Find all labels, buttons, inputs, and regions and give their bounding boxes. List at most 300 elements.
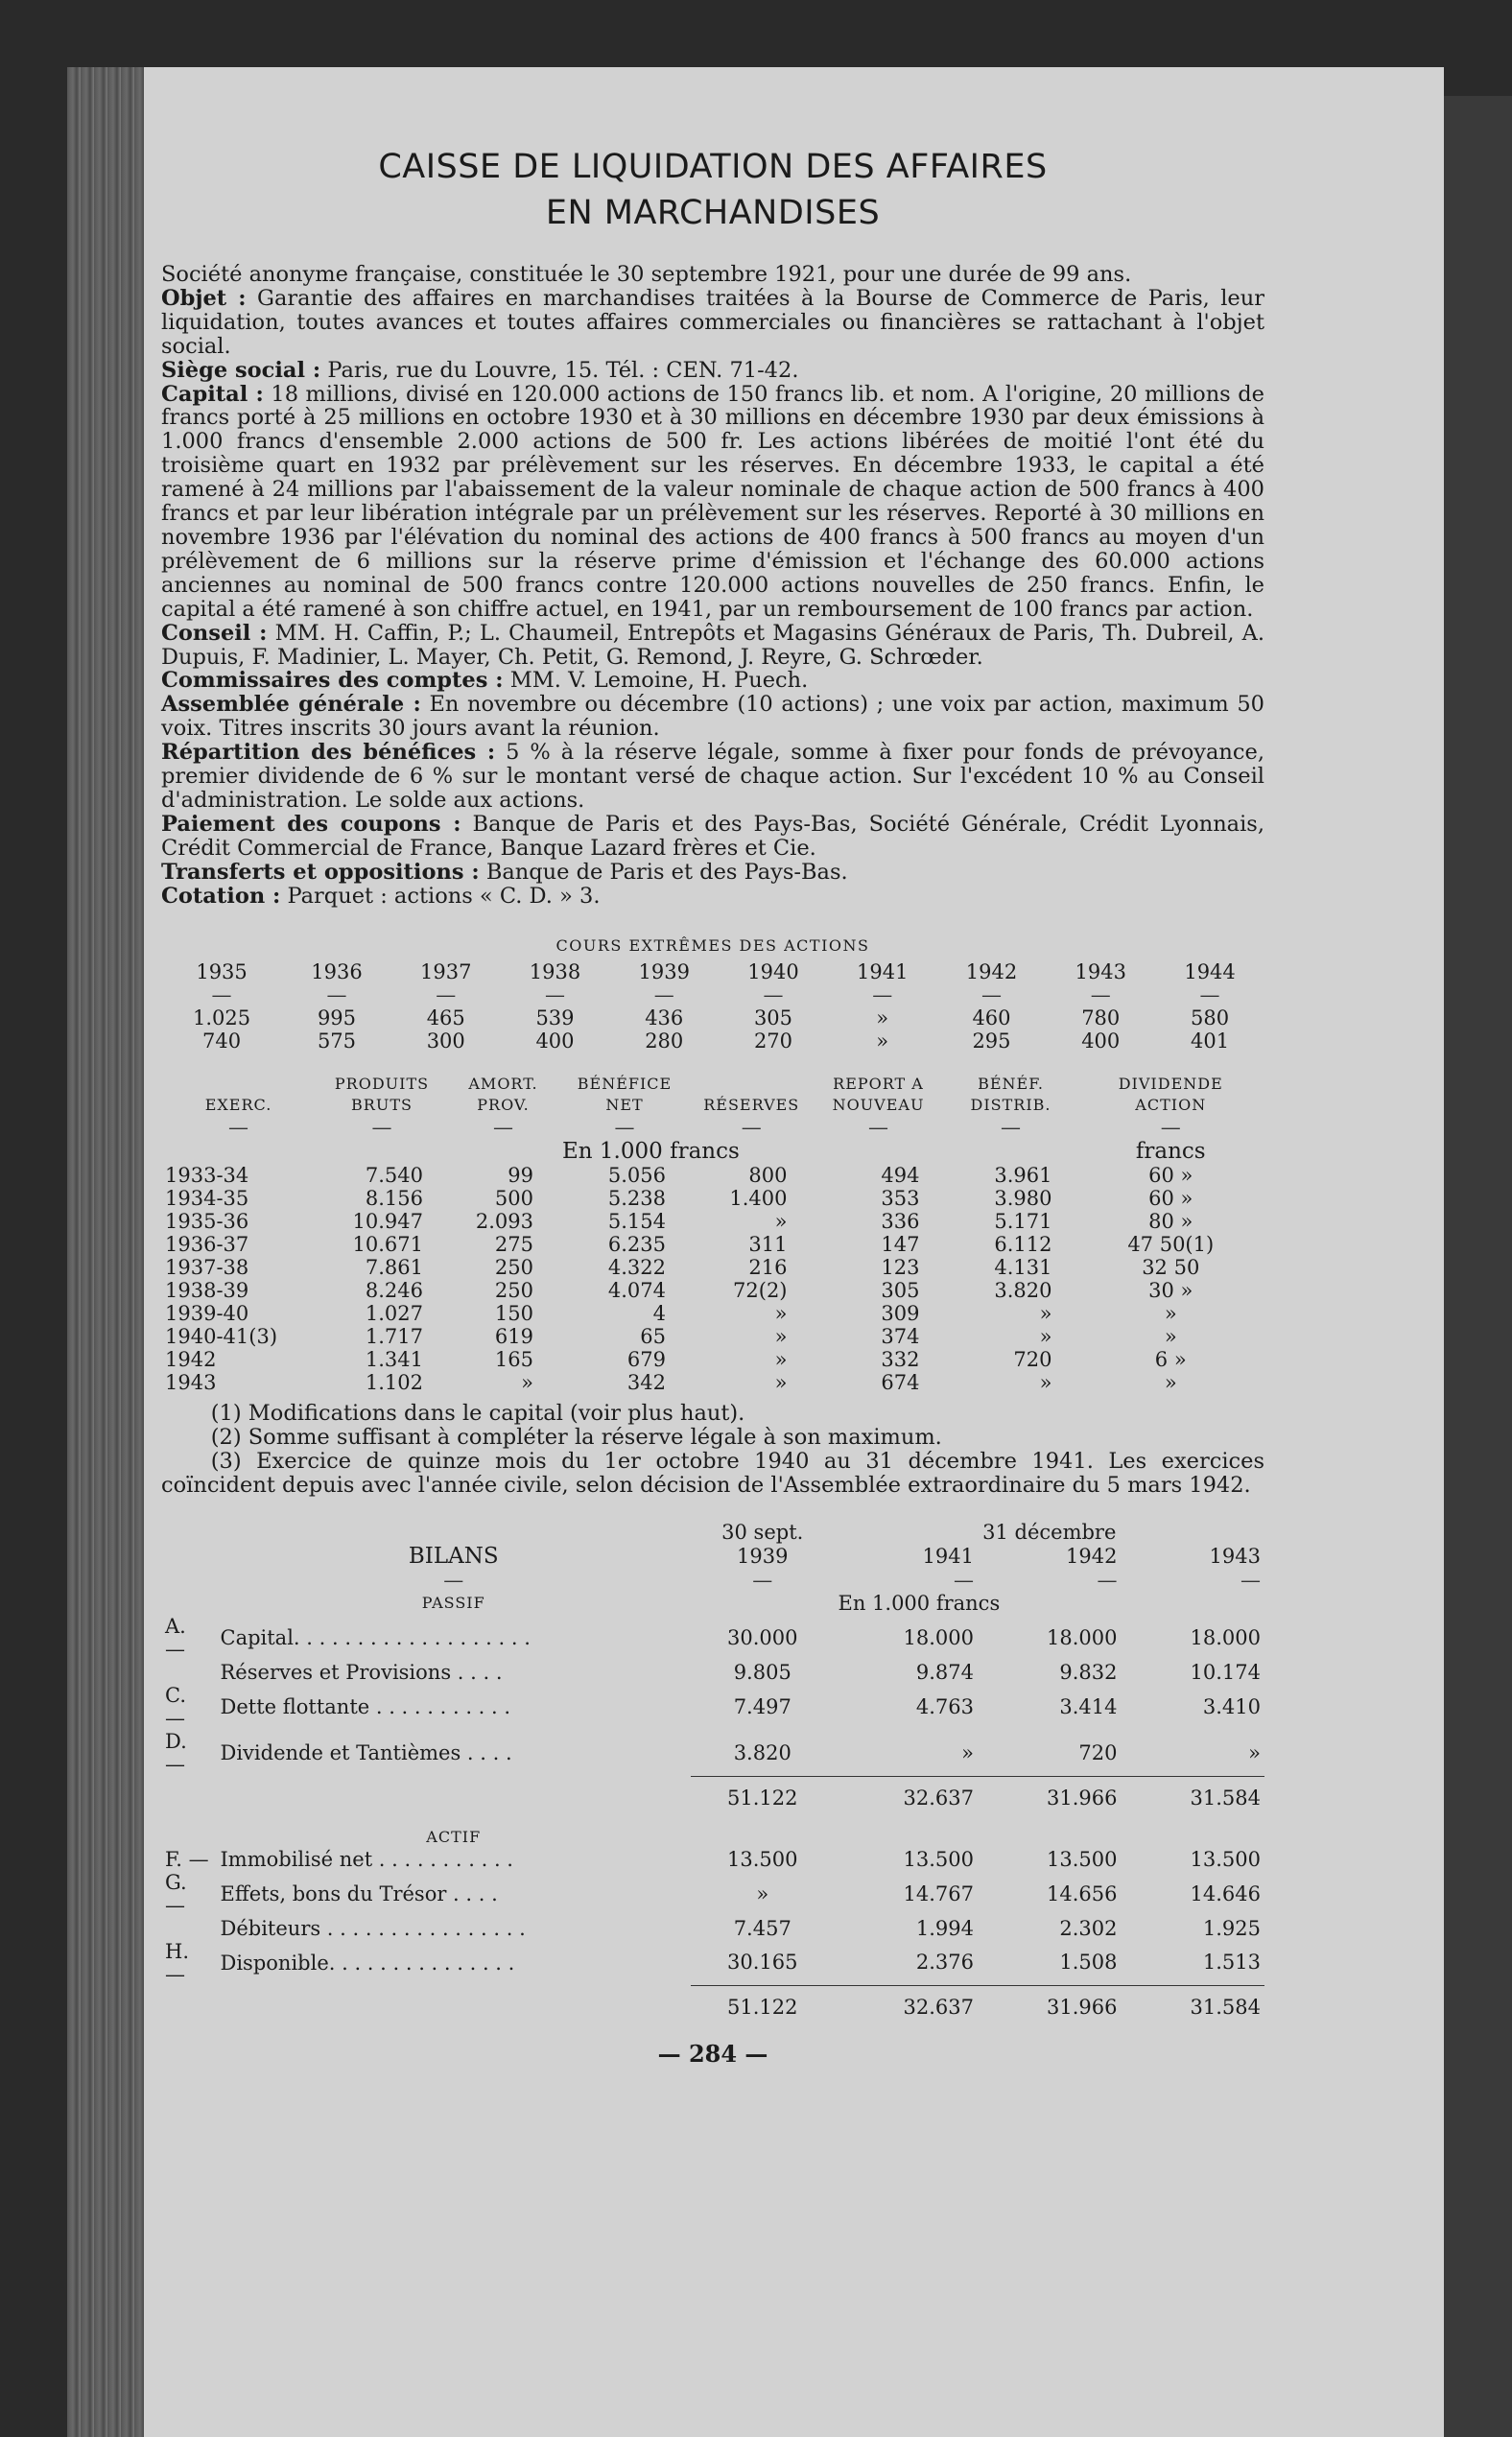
paragraph-text: 18 millions, divisé en 120.000 actions de 150 francs lib. et nom. A l'origine, 20 millions de francs porté à 25 millions en octobre 1930 et à 30 millions en décembre 1930 par deux émissions à 1.000 francs d'ensemble 2.000 actions de 500 fr. Les actions libérées de moitié l'ont été du troisième quart en 1932 par prélèvement sur les réserves. En décembre 1933, le capital a été ramené à 24 millions par l'abaissement de la valeur nominale de chaque action de 500 francs à 400 francs et par leur libération intégrale par un prélèvement sur les réserves. Reporté à 30 millions en novembre 1936 par l'élévation du nominal des actions de 400 francs à 500 francs au moyen d'un prélèvement de 6 millions sur la réserve prime d'émission et l'échange des 60.000 actions anciennes au nominal de 500 francs contre 120.000 actions nouvelles de 250 francs. Enfin, le capital a été ramené à son chiffre actuel, en 1941, par un remboursement de 100 francs par action. [161, 381, 1264, 622]
dash: — [211, 983, 232, 1007]
table-cell: 1.717 [365, 1325, 423, 1349]
table-cell: 1936-37 [165, 1233, 249, 1257]
table-cell: 1937-38 [165, 1256, 249, 1280]
table-cell: 18.000 [1190, 1626, 1261, 1650]
total-rule-row [161, 1776, 1264, 1786]
table-cell: 4.763 [915, 1695, 974, 1719]
dash: — [954, 1569, 974, 1593]
column-header: BÉNÉF. [978, 1075, 1044, 1094]
total-cell: 31.584 [1190, 1996, 1261, 2020]
total-rule [978, 1986, 1122, 1997]
total-rule [691, 1776, 835, 1786]
table-cell: 5.154 [607, 1210, 666, 1234]
paragraph-text: Banque de Paris et des Pays-Bas, Société Générale, Crédit Lyonnais, Crédit Commercial de France, Banque Lazard frères et Cie. [161, 811, 1264, 861]
unit-label: En 1.000 francs [562, 1139, 740, 1165]
table-cell: 9.874 [915, 1661, 974, 1685]
bilans-row [161, 1661, 1264, 1684]
paragraph-text: Parquet : actions « C. D. » 3. [287, 883, 601, 909]
row-label: Réserves et Provisions . . . . [220, 1661, 503, 1685]
results-dash-row [161, 1116, 1264, 1139]
paragraph [161, 287, 1264, 359]
table-cell: 13.500 [1190, 1847, 1261, 1871]
cours-cell: 1936 [311, 960, 363, 984]
table-cell: 7.540 [365, 1164, 423, 1188]
table-cell: 3.410 [1202, 1695, 1261, 1719]
bilans-row [161, 1917, 1264, 1940]
table-cell: 1.513 [1202, 1951, 1261, 1975]
table-cell: 6.235 [607, 1233, 666, 1257]
cours-high-row [161, 1006, 1264, 1029]
dash: — [544, 983, 565, 1007]
column-header: PRODUITS [334, 1075, 430, 1094]
table-row [161, 1325, 1264, 1348]
table-cell: » [1039, 1371, 1052, 1395]
date-label: 30 sept. [721, 1521, 804, 1545]
paragraph-label: Commissaires des comptes : [161, 668, 504, 694]
cours-cell: 401 [1191, 1029, 1230, 1053]
bilans-row [161, 1730, 1264, 1776]
table-cell: 18.000 [1047, 1626, 1118, 1650]
bilans-date-row [161, 1521, 1264, 1544]
year-header: 1939 [737, 1545, 789, 1569]
table-cell: 13.500 [903, 1847, 974, 1871]
dash: — [326, 983, 347, 1007]
paragraph-text: MM. H. Caffin, P.; L. Chaumeil, Entrepôts et Magasins Généraux de Paris, Th. Dubreil, A. Dupuis, F. Madinier, L. Mayer, Ch. Petit, G. Remond, J. Reyre, G. Schrœder. [161, 620, 1264, 670]
row-code [161, 1661, 217, 1684]
table-cell: 18.000 [903, 1626, 974, 1650]
total-rule [1122, 1986, 1265, 1997]
table-row [161, 1233, 1264, 1256]
year-header: 1941 [922, 1545, 974, 1569]
table-cell: 305 [881, 1279, 920, 1303]
table-cell: 150 [494, 1302, 533, 1326]
table-cell: 250 [494, 1256, 533, 1280]
table-row [161, 1279, 1264, 1302]
table-cell: 60 » [1148, 1187, 1193, 1211]
table-cell: 619 [494, 1325, 533, 1349]
table-cell: 332 [881, 1348, 920, 1372]
bilans-row [161, 1848, 1264, 1871]
dash: — [741, 1116, 762, 1140]
paragraph [161, 741, 1264, 813]
table-cell: 1.341 [365, 1348, 423, 1372]
paragraph-label: Répartition des bénéfices : [161, 740, 496, 766]
dash: — [1160, 1116, 1181, 1140]
cours-cell: 1.025 [192, 1006, 251, 1030]
table-cell: 14.646 [1190, 1881, 1261, 1905]
paragraph-text: MM. V. Lemoine, H. Puech. [509, 668, 809, 694]
table-cell: 3.820 [994, 1279, 1052, 1303]
table-cell: 4.074 [607, 1279, 666, 1303]
table-cell: 147 [881, 1233, 920, 1257]
cours-cell: 305 [753, 1006, 793, 1030]
row-label: Dette flottante . . . . . . . . . . . [220, 1695, 511, 1719]
paragraph-label: Siège social : [161, 357, 321, 383]
cours-cell: 780 [1081, 1006, 1121, 1030]
dash: — [493, 1116, 513, 1140]
passif-header-row [161, 1592, 1264, 1615]
table-cell: » [1039, 1325, 1052, 1349]
total-cell: 32.637 [903, 1996, 974, 2020]
table-cell: 60 » [1148, 1164, 1193, 1188]
table-cell: 7.457 [733, 1916, 791, 1940]
cours-low-row [161, 1029, 1264, 1053]
table-cell: 14.656 [1047, 1881, 1118, 1905]
column-header: REPORT A [833, 1075, 924, 1094]
table-cell: 1.994 [915, 1916, 974, 1940]
bilans-row [161, 1684, 1264, 1730]
dash: — [1001, 1116, 1021, 1140]
cours-cell: 1944 [1184, 960, 1236, 984]
total-rule [978, 1776, 1122, 1786]
cours-cell: 1943 [1075, 960, 1126, 984]
row-label: Capital. . . . . . . . . . . . . . . . . . . [220, 1626, 531, 1650]
cours-cell: 300 [426, 1029, 465, 1053]
row-code [161, 1917, 217, 1940]
cours-cell: 460 [972, 1006, 1011, 1030]
table-cell: » [961, 1740, 974, 1764]
dash: — [436, 983, 457, 1007]
table-cell: 8.156 [365, 1187, 423, 1211]
table-cell: 1935-36 [165, 1210, 249, 1234]
cours-cell: 436 [645, 1006, 684, 1030]
row-label: Débiteurs . . . . . . . . . . . . . . . . [220, 1916, 526, 1940]
paragraph [161, 861, 1264, 885]
paragraph [161, 693, 1264, 741]
total-cell: 51.122 [727, 1786, 798, 1810]
total-cell: 51.122 [727, 1996, 798, 2020]
dash: — [228, 1116, 248, 1140]
bilans-row [161, 1940, 1264, 1986]
footnote: (3) Exercice de quinze mois du 1er octobre 1940 au 31 décembre 1941. Les exercices coïncident depuis avec l'année civile, selon décision de l'Assemblée extraordinaire du 5 mars 1942. [161, 1449, 1264, 1499]
section-label: PASSIF [421, 1594, 485, 1613]
total-rule [835, 1986, 979, 1997]
dash: — [1097, 1569, 1118, 1593]
date-label: 31 décembre [982, 1521, 1117, 1545]
table-cell: » [774, 1371, 788, 1395]
cours-cell: 280 [645, 1029, 684, 1053]
table-row [161, 1187, 1264, 1210]
cours-cell: 465 [426, 1006, 465, 1030]
paragraph-text: Garantie des affaires en marchandises traitées à la Bourse de Commerce de Paris, leur liquidation, toutes avances et toutes affaires commerciales ou financières se rattachant à l'objet social. [161, 285, 1264, 359]
table-cell: 1939-40 [165, 1302, 249, 1326]
table-cell: 342 [626, 1371, 666, 1395]
table-cell: 6.112 [994, 1233, 1052, 1257]
dash: — [1090, 983, 1111, 1007]
column-header: EXERC. [204, 1096, 272, 1115]
table-cell: 5.171 [994, 1210, 1052, 1234]
table-cell: 3.980 [994, 1187, 1052, 1211]
paragraph-label: Assemblée générale : [161, 692, 421, 718]
total-row [161, 1996, 1264, 2019]
cours-dash-row [161, 983, 1264, 1006]
dash: — [653, 983, 674, 1007]
footnote: (2) Somme suffisant à compléter la réserve légale à son maximum. [210, 1425, 942, 1451]
paragraph-label: Conseil : [161, 620, 268, 646]
table-row [161, 1256, 1264, 1279]
table-cell: » [1164, 1325, 1177, 1349]
paragraph-label: Paiement des coupons : [161, 811, 461, 837]
total-rule [1122, 1776, 1265, 1786]
paragraph [161, 359, 1264, 383]
table-cell: 30 » [1148, 1279, 1193, 1303]
cours-cell: » [876, 1029, 889, 1053]
page-title [161, 144, 1264, 236]
results-unit-row [161, 1139, 1264, 1164]
table-row [161, 1302, 1264, 1325]
cours-cell: 539 [535, 1006, 575, 1030]
table-cell: 1938-39 [165, 1279, 249, 1303]
page-content [161, 144, 1264, 2068]
results-header-row [161, 1095, 1264, 1116]
table-cell: 13.500 [727, 1847, 798, 1871]
table-cell: 32 50 [1142, 1256, 1200, 1280]
cours-cell: 1942 [965, 960, 1018, 984]
table-cell: 5.238 [607, 1187, 666, 1211]
cours-cell: 1939 [638, 960, 690, 984]
table-cell: » [774, 1302, 788, 1326]
table-cell: 374 [881, 1325, 920, 1349]
table-cell: 7.861 [365, 1256, 423, 1280]
bilans-dash-row [161, 1569, 1264, 1592]
column-header: DISTRIB. [970, 1096, 1051, 1115]
page-edge [1444, 96, 1512, 2437]
unit-label: francs [1135, 1139, 1206, 1165]
table-cell: 9.805 [733, 1661, 791, 1685]
column-header: PROV. [477, 1096, 530, 1115]
table-cell: 720 [1078, 1740, 1118, 1764]
table-cell: 353 [881, 1187, 920, 1211]
table-cell: 1940-41(3) [165, 1325, 278, 1349]
table-cell: 1.027 [365, 1302, 423, 1326]
table-cell: 311 [748, 1233, 788, 1257]
table-cell: 9.832 [1059, 1661, 1118, 1685]
cours-cell: 270 [753, 1029, 793, 1053]
table-cell: 99 [508, 1164, 533, 1188]
row-code: G. — [165, 1870, 187, 1917]
column-header: AMORT. [468, 1075, 538, 1094]
paragraph [161, 383, 1264, 622]
cours-cell: 295 [972, 1029, 1011, 1053]
table-cell: 10.174 [1190, 1661, 1261, 1685]
column-header: DIVIDENDE [1118, 1075, 1223, 1094]
section-label: ACTIF [426, 1827, 482, 1846]
total-row [161, 1786, 1264, 1810]
table-cell: » [756, 1881, 769, 1905]
table-row [161, 1348, 1264, 1371]
results-header-row [161, 1074, 1264, 1095]
table-cell: » [774, 1325, 788, 1349]
column-header: BÉNÉFICE [577, 1075, 673, 1094]
cours-cell: 995 [317, 1006, 357, 1030]
paragraph-text: En novembre ou décembre (10 actions) ; une voix par action, maximum 50 voix. Titres inscrits 30 jours avant la réunion. [161, 692, 1264, 742]
paragraph [161, 885, 1264, 909]
title-line-2: EN MARCHANDISES [545, 194, 881, 232]
column-header: ACTION [1135, 1096, 1207, 1115]
actif-header-row [161, 1827, 1264, 1848]
dash: — [1199, 983, 1220, 1007]
year-header: 1943 [1209, 1545, 1261, 1569]
table-cell: 72(2) [733, 1279, 788, 1303]
column-header [161, 1074, 316, 1095]
row-label: Dividende et Tantièmes . . . . [220, 1741, 512, 1765]
cours-cell: » [876, 1006, 889, 1030]
table-cell: 10.947 [352, 1210, 423, 1234]
paragraph-text: Banque de Paris et des Pays-Bas. [485, 859, 848, 885]
table-cell: 30.000 [727, 1626, 798, 1650]
total-rule [835, 1776, 979, 1786]
paragraph [161, 813, 1264, 861]
cours-cell: 1937 [420, 960, 472, 984]
bilans-table [161, 1521, 1264, 2019]
unit-label: En 1.000 francs [838, 1592, 1001, 1616]
paragraph-label: Objet : [161, 285, 247, 311]
column-header: BRUTS [351, 1096, 413, 1115]
title-line-1: CAISSE DE LIQUIDATION DES AFFAIRES [378, 148, 1048, 186]
table-cell: 3.961 [994, 1164, 1052, 1188]
cours-cell: 1938 [529, 960, 581, 984]
dash: — [872, 983, 893, 1007]
company-description [161, 263, 1264, 908]
table-cell: 679 [626, 1348, 666, 1372]
row-label: Disponible. . . . . . . . . . . . . . . [220, 1951, 515, 1975]
bilans-row [161, 1871, 1264, 1917]
table-cell: 275 [494, 1233, 533, 1257]
table-cell: 7.497 [733, 1695, 791, 1719]
row-code: F. — [165, 1847, 209, 1871]
paragraph-label: Transferts et oppositions : [161, 859, 480, 885]
table-cell: 500 [494, 1187, 533, 1211]
table-cell: » [1039, 1302, 1052, 1326]
bilans-row [161, 1615, 1264, 1661]
dash: — [763, 983, 784, 1007]
paragraph-label: Cotation : [161, 883, 281, 909]
paragraph-label: Capital : [161, 381, 264, 407]
table-cell: » [774, 1348, 788, 1372]
table-cell: » [774, 1210, 788, 1234]
cours-cell: 580 [1191, 1006, 1230, 1030]
table-cell: 30.165 [727, 1951, 798, 1975]
cours-table [161, 960, 1264, 1053]
bilans-title: BILANS [408, 1544, 499, 1570]
table-cell: 800 [748, 1164, 788, 1188]
row-code: A. — [165, 1615, 186, 1662]
total-cell: 32.637 [903, 1786, 974, 1810]
table-cell: » [1164, 1302, 1177, 1326]
dash: — [752, 1569, 773, 1593]
table-cell: 309 [881, 1302, 920, 1326]
dash: — [980, 983, 1002, 1007]
table-cell: 336 [881, 1210, 920, 1234]
total-rule [691, 1986, 835, 1997]
paragraph-text: 5 % à la réserve légale, somme à fixer pour fonds de prévoyance, premier dividende de 6 % sur le montant versé de chaque action. Sur l'excédent 10 % au Conseil d'administration. Le solde aux actions. [161, 740, 1264, 813]
table-row [161, 1371, 1264, 1394]
table-row [161, 1164, 1264, 1187]
table-cell: » [521, 1371, 533, 1395]
dash: — [1240, 1569, 1261, 1593]
footnotes [161, 1402, 1264, 1498]
table-cell: 1933-34 [165, 1164, 249, 1188]
table-cell: 1.102 [365, 1371, 423, 1395]
spacer-row [161, 1810, 1264, 1827]
table-cell: » [1164, 1371, 1177, 1395]
paragraph-text: Société anonyme française, constituée le 30 septembre 1921, pour une durée de 99 ans. [161, 262, 1132, 287]
table-cell: 14.767 [903, 1881, 974, 1905]
table-cell: 47 50(1) [1127, 1233, 1215, 1257]
table-cell: 5.056 [607, 1164, 666, 1188]
table-cell: 2.376 [915, 1951, 974, 1975]
page-number: — 284 — [657, 2040, 768, 2069]
paragraph [161, 622, 1264, 670]
table-cell: 4.131 [994, 1256, 1052, 1280]
table-cell: 720 [1013, 1348, 1052, 1372]
total-cell: 31.966 [1047, 1996, 1118, 2020]
table-cell: 2.302 [1059, 1916, 1118, 1940]
column-header: RÉSERVES [703, 1096, 800, 1115]
paragraph-text: Paris, rue du Louvre, 15. Tél. : CEN. 71-42. [327, 357, 799, 383]
row-code: H. — [165, 1939, 189, 1986]
cours-cell: 1941 [857, 960, 909, 984]
table-cell: 123 [881, 1256, 920, 1280]
table-cell: 494 [881, 1164, 920, 1188]
dash: — [868, 1116, 888, 1140]
table-cell: 6 » [1154, 1348, 1187, 1372]
cours-cell: 400 [1081, 1029, 1121, 1053]
table-cell: 80 » [1148, 1210, 1193, 1234]
row-label: Immobilisé net . . . . . . . . . . . [220, 1847, 513, 1871]
table-cell: 1943 [165, 1371, 217, 1395]
cours-cell: 1935 [196, 960, 248, 984]
dash: — [614, 1116, 635, 1140]
results-table [161, 1074, 1264, 1394]
table-cell: 13.500 [1047, 1847, 1118, 1871]
bilans-year-row [161, 1544, 1264, 1569]
paragraph [161, 263, 1264, 287]
cours-cell: 1940 [747, 960, 799, 984]
table-cell: 250 [494, 1279, 533, 1303]
table-cell: 1.508 [1059, 1951, 1118, 1975]
table-cell: 1934-35 [165, 1187, 249, 1211]
table-cell: 1.925 [1202, 1916, 1261, 1940]
dash: — [371, 1116, 392, 1140]
footnote: (1) Modifications dans le capital (voir plus haut). [210, 1401, 745, 1427]
row-code: D. — [165, 1730, 187, 1777]
table-cell: 216 [748, 1256, 788, 1280]
cours-title: COURS EXTRÊMES DES ACTIONS [555, 936, 870, 956]
year-header: 1942 [1066, 1545, 1118, 1569]
row-code: C. — [165, 1684, 186, 1731]
total-cell: 31.966 [1047, 1786, 1118, 1810]
table-cell: 3.414 [1059, 1695, 1118, 1719]
table-cell: 165 [494, 1348, 533, 1372]
table-cell: 8.246 [365, 1279, 423, 1303]
table-cell: » [1248, 1740, 1261, 1764]
column-header [691, 1074, 813, 1095]
dash: — [443, 1569, 464, 1593]
book-spine [67, 67, 154, 2437]
cours-years-row [161, 960, 1264, 983]
cours-cell: 740 [202, 1029, 242, 1053]
table-cell: 10.671 [352, 1233, 423, 1257]
row-label: Effets, bons du Trésor . . . . [220, 1881, 498, 1905]
total-rule-row [161, 1986, 1264, 1997]
paragraph [161, 669, 1264, 693]
column-header: NET [605, 1096, 644, 1115]
total-cell: 31.584 [1190, 1786, 1261, 1810]
table-cell: 65 [640, 1325, 666, 1349]
table-cell: 2.093 [475, 1210, 533, 1234]
table-cell: 3.820 [733, 1740, 791, 1764]
